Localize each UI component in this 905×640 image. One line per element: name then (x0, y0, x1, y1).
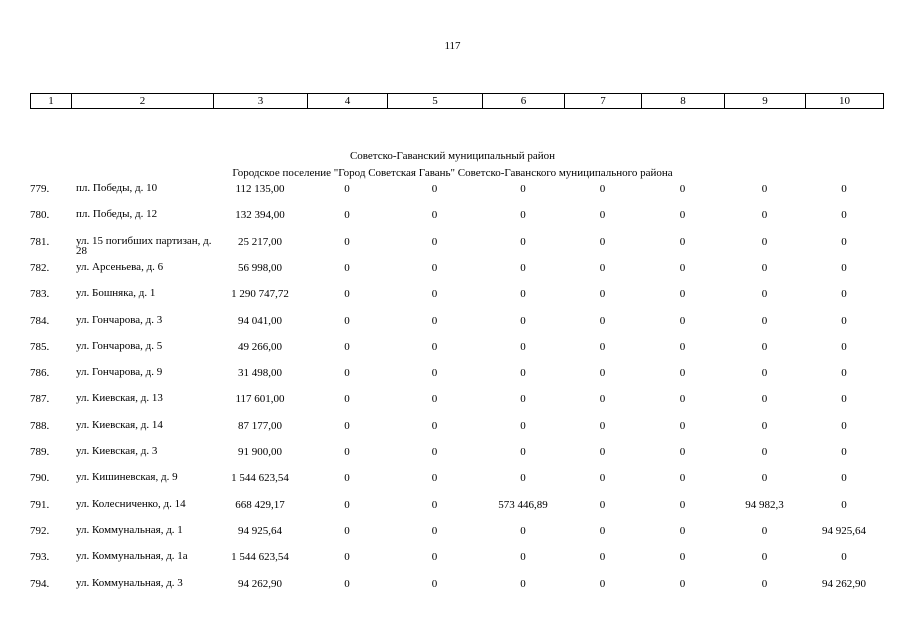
row-number: 787. (30, 393, 50, 405)
row-col-9: 94 982,3 (745, 499, 784, 511)
row-col-9: 0 (761, 209, 768, 221)
row-col-10: 0 (841, 315, 847, 327)
row-col-7: 0 (599, 183, 606, 195)
row-col-9: 0 (761, 315, 768, 327)
row-col-10: 0 (841, 236, 847, 248)
row-col-9: 0 (761, 262, 768, 274)
column-header-7: 7 (565, 94, 642, 109)
row-col-10: 0 (841, 288, 847, 300)
row-address: ул. Гончарова, д. 9 (76, 366, 163, 378)
table-row (0, 499, 905, 525)
row-col-4: 0 (344, 341, 350, 353)
row-col-8: 0 (679, 446, 686, 458)
row-col-4: 0 (344, 420, 350, 432)
column-header-3: 3 (214, 94, 308, 109)
row-col-7: 0 (599, 341, 606, 353)
table-row (0, 551, 905, 577)
row-col-8: 0 (679, 525, 686, 537)
row-address: ул. Киевская, д. 13 (76, 392, 163, 404)
row-number: 782. (30, 262, 50, 274)
row-col-10: 0 (841, 420, 847, 432)
row-col-10: 94 925,64 (822, 525, 866, 537)
column-header-5: 5 (388, 94, 483, 109)
table-row (0, 341, 905, 367)
row-col-4: 0 (344, 315, 350, 327)
row-address: пл. Победы, д. 10 (76, 182, 158, 194)
row-col-10: 0 (841, 341, 847, 353)
row-col-5: 0 (431, 393, 438, 405)
row-address: ул. Гончарова, д. 5 (76, 340, 163, 352)
row-col-4: 0 (344, 578, 350, 590)
region-title: Советско-Гаванский муниципальный район (349, 150, 556, 162)
row-col-6: 0 (520, 209, 526, 221)
row-col-4: 0 (344, 367, 350, 379)
row-address: ул. Колесниченко, д. 14 (76, 498, 186, 510)
row-col-4: 0 (344, 393, 350, 405)
column-number-header (30, 93, 884, 109)
row-number: 779. (30, 183, 50, 195)
row-col-8: 0 (679, 262, 686, 274)
row-col-6: 0 (520, 315, 526, 327)
row-col-10: 0 (841, 393, 847, 405)
row-address: ул. Арсеньева, д. 6 (76, 261, 164, 273)
row-col-8: 0 (679, 367, 686, 379)
page-number: 117 (444, 40, 461, 52)
row-col-7: 0 (599, 367, 606, 379)
row-number: 788. (30, 420, 50, 432)
row-col-10: 0 (841, 209, 847, 221)
row-col-10: 0 (841, 446, 847, 458)
row-number: 790. (30, 472, 50, 484)
row-col-9: 0 (761, 446, 768, 458)
row-col-7: 0 (599, 420, 606, 432)
table-row (0, 525, 905, 551)
row-col-5: 0 (431, 315, 438, 327)
row-col-8: 0 (679, 499, 686, 511)
table-row (0, 236, 905, 262)
row-col-7: 0 (599, 393, 606, 405)
row-col-5: 0 (431, 446, 438, 458)
row-col-9: 0 (761, 236, 768, 248)
row-col-10: 0 (841, 472, 847, 484)
row-address: ул. Коммунальная, д. 3 (76, 577, 183, 589)
row-number: 786. (30, 367, 50, 379)
row-col-8: 0 (679, 578, 686, 590)
row-number: 781. (30, 236, 50, 248)
row-number: 785. (30, 341, 50, 353)
row-col-9: 0 (761, 367, 768, 379)
row-col-3: 1 544 623,54 (231, 472, 289, 484)
row-address: пл. Победы, д. 12 (76, 208, 158, 220)
row-col-8: 0 (679, 288, 686, 300)
row-number: 794. (30, 578, 50, 590)
row-col-5: 0 (431, 551, 438, 563)
table-row (0, 262, 905, 288)
column-header-4: 4 (308, 94, 388, 109)
row-col-3: 87 177,00 (238, 420, 282, 432)
table-row (0, 446, 905, 472)
row-col-7: 0 (599, 499, 606, 511)
row-number: 780. (30, 209, 50, 221)
row-col-9: 0 (761, 341, 768, 353)
row-col-9: 0 (761, 288, 768, 300)
row-col-3: 56 998,00 (238, 262, 282, 274)
row-col-6: 0 (520, 367, 526, 379)
row-col-7: 0 (599, 209, 606, 221)
row-col-8: 0 (679, 420, 686, 432)
row-col-8: 0 (679, 209, 686, 221)
row-col-7: 0 (599, 315, 606, 327)
table-row (0, 209, 905, 235)
row-address: ул. Киевская, д. 3 (76, 445, 158, 457)
table-row (0, 367, 905, 393)
row-col-6: 0 (520, 551, 526, 563)
row-col-9: 0 (761, 472, 768, 484)
row-col-4: 0 (344, 209, 350, 221)
row-col-6: 0 (520, 341, 526, 353)
column-header-6: 6 (483, 94, 565, 109)
table-row (0, 472, 905, 498)
row-col-10: 0 (841, 183, 847, 195)
row-address: ул. Кишиневская, д. 9 (76, 471, 178, 483)
row-number: 783. (30, 288, 50, 300)
row-col-3: 1 290 747,72 (231, 288, 289, 300)
row-col-4: 0 (344, 446, 350, 458)
row-col-6: 0 (520, 288, 526, 300)
column-header-2: 2 (72, 94, 214, 109)
row-col-7: 0 (599, 236, 606, 248)
column-header-1: 1 (31, 94, 72, 109)
row-col-9: 0 (761, 551, 768, 563)
row-number: 784. (30, 315, 50, 327)
row-address: ул. 15 погибших партизан, д. 28 (76, 235, 212, 257)
row-col-7: 0 (599, 262, 606, 274)
row-col-3: 668 429,17 (235, 499, 285, 511)
row-col-9: 0 (761, 578, 768, 590)
row-col-8: 0 (679, 341, 686, 353)
row-col-5: 0 (431, 420, 438, 432)
row-col-3: 94 262,90 (238, 578, 282, 590)
row-col-7: 0 (599, 525, 606, 537)
row-col-6: 573 446,89 (498, 499, 548, 511)
row-col-5: 0 (431, 262, 438, 274)
row-col-5: 0 (431, 341, 438, 353)
row-col-5: 0 (431, 525, 438, 537)
row-col-6: 0 (520, 183, 526, 195)
row-col-9: 0 (761, 525, 768, 537)
row-col-5: 0 (431, 288, 438, 300)
row-col-3: 91 900,00 (238, 446, 282, 458)
row-col-7: 0 (599, 551, 606, 563)
row-col-6: 0 (520, 525, 526, 537)
table-row (0, 288, 905, 314)
row-col-4: 0 (344, 236, 350, 248)
row-address: ул. Коммунальная, д. 1 (76, 524, 183, 536)
row-col-6: 0 (520, 446, 526, 458)
row-col-10: 0 (841, 262, 847, 274)
row-number: 789. (30, 446, 50, 458)
row-col-4: 0 (344, 525, 350, 537)
row-col-4: 0 (344, 183, 350, 195)
row-col-10: 0 (841, 499, 847, 511)
row-col-8: 0 (679, 315, 686, 327)
row-col-8: 0 (679, 393, 686, 405)
row-col-3: 31 498,00 (238, 367, 282, 379)
row-address: ул. Киевская, д. 14 (76, 419, 163, 431)
row-col-4: 0 (344, 551, 350, 563)
row-col-3: 94 041,00 (238, 315, 282, 327)
row-col-10: 0 (841, 367, 847, 379)
row-col-9: 0 (761, 183, 768, 195)
table-row (0, 393, 905, 419)
row-col-10: 94 262,90 (822, 578, 866, 590)
row-col-5: 0 (431, 183, 438, 195)
row-col-3: 94 925,64 (238, 525, 282, 537)
row-col-5: 0 (431, 236, 438, 248)
row-col-4: 0 (344, 288, 350, 300)
row-col-4: 0 (344, 499, 350, 511)
table-row (0, 578, 905, 604)
row-address: ул. Коммунальная, д. 1а (76, 550, 188, 562)
row-address: ул. Гончарова, д. 3 (76, 314, 163, 326)
row-col-7: 0 (599, 446, 606, 458)
row-col-9: 0 (761, 420, 768, 432)
column-header-8: 8 (642, 94, 725, 109)
row-address: ул. Бошняка, д. 1 (76, 287, 156, 299)
row-col-8: 0 (679, 551, 686, 563)
row-col-3: 25 217,00 (238, 236, 282, 248)
row-col-5: 0 (431, 367, 438, 379)
row-number: 793. (30, 551, 50, 563)
row-col-4: 0 (344, 262, 350, 274)
row-col-6: 0 (520, 236, 526, 248)
row-col-4: 0 (344, 472, 350, 484)
column-header-10: 10 (806, 94, 884, 109)
row-col-8: 0 (679, 183, 686, 195)
row-col-6: 0 (520, 262, 526, 274)
row-number: 791. (30, 499, 50, 511)
row-col-6: 0 (520, 393, 526, 405)
row-col-8: 0 (679, 472, 686, 484)
row-col-3: 132 394,00 (235, 209, 285, 221)
row-col-7: 0 (599, 578, 606, 590)
row-col-3: 117 601,00 (235, 393, 285, 405)
table-row (0, 315, 905, 341)
row-col-7: 0 (599, 288, 606, 300)
row-col-8: 0 (679, 236, 686, 248)
row-col-5: 0 (431, 578, 438, 590)
row-number: 792. (30, 525, 50, 537)
row-col-5: 0 (431, 209, 438, 221)
row-col-6: 0 (520, 420, 526, 432)
row-col-5: 0 (431, 472, 438, 484)
table-row (0, 183, 905, 209)
row-col-6: 0 (520, 472, 526, 484)
row-col-6: 0 (520, 578, 526, 590)
row-col-3: 112 135,00 (235, 183, 285, 195)
row-col-5: 0 (431, 499, 438, 511)
column-header-9: 9 (725, 94, 806, 109)
row-col-9: 0 (761, 393, 768, 405)
settlement-title: Городское поселение "Город Советская Гавань" Советско-Гаванского муниципального района (232, 167, 673, 179)
row-col-7: 0 (599, 472, 606, 484)
row-col-3: 49 266,00 (238, 341, 282, 353)
table-row (0, 420, 905, 446)
row-col-3: 1 544 623,54 (231, 551, 289, 563)
row-col-10: 0 (841, 551, 847, 563)
